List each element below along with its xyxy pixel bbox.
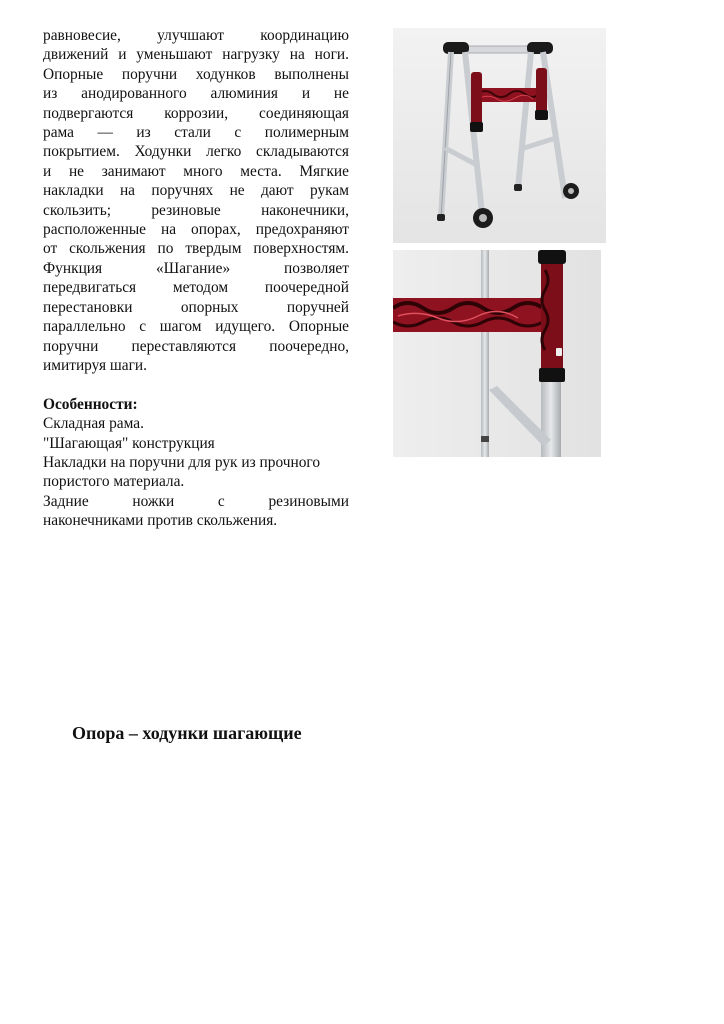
body-line: от скольжения по твердым поверхностям. (43, 240, 349, 258)
feature-line: Задние ножки с резиновыми (43, 492, 349, 510)
feature-line: пористого материала. (43, 473, 185, 491)
body-line: подвергаются коррозии, соединяющая (43, 104, 349, 122)
feature-line: Накладки на поручни для рук из прочного (43, 453, 321, 471)
walker-photo (393, 28, 606, 243)
paragraph-gap (43, 375, 349, 394)
feature-line: Складная рама. (43, 415, 144, 433)
body-line: движений и уменьшают нагрузку на ноги. (43, 46, 349, 64)
body-line: расположенные на опорах, предохраняют (43, 221, 349, 239)
body-line: скользить; резиновые наконечники, (43, 201, 349, 219)
feature-line: "Шагающая" конструкция (43, 434, 215, 452)
body-line: рама — из стали с полимерным (43, 124, 349, 142)
body-line: параллельно с шагом идущего. Опорные (43, 318, 349, 336)
body-line: из анодированного алюминия и не (43, 85, 349, 103)
body-line: Функция «Шагание» позволяет (43, 259, 349, 277)
body-line: Опорные поручни ходунков выполнены (43, 65, 349, 83)
body-line: и не занимают много места. Мягкие (43, 162, 349, 180)
body-line: имитируя шаги. (43, 356, 147, 374)
description-column (43, 26, 349, 531)
body-line: покрытием. Ходунки легко складываются (43, 143, 349, 161)
feature-line: наконечниками против скольжения. (43, 512, 278, 530)
body-line: передвигаться методом поочередной (43, 279, 349, 297)
body-line: перестановки опорных поручней (43, 298, 349, 316)
joint-closeup-photo (393, 250, 601, 457)
body-line: поручни переставляются поочередно, (43, 337, 349, 355)
features-heading: Особенности: (43, 395, 138, 413)
body-line: равновесие, улучшают координацию (43, 27, 349, 44)
section-title: Опора – ходунки шагающие (72, 723, 302, 743)
body-line: накладки на поручнях не дают рукам (43, 182, 349, 200)
